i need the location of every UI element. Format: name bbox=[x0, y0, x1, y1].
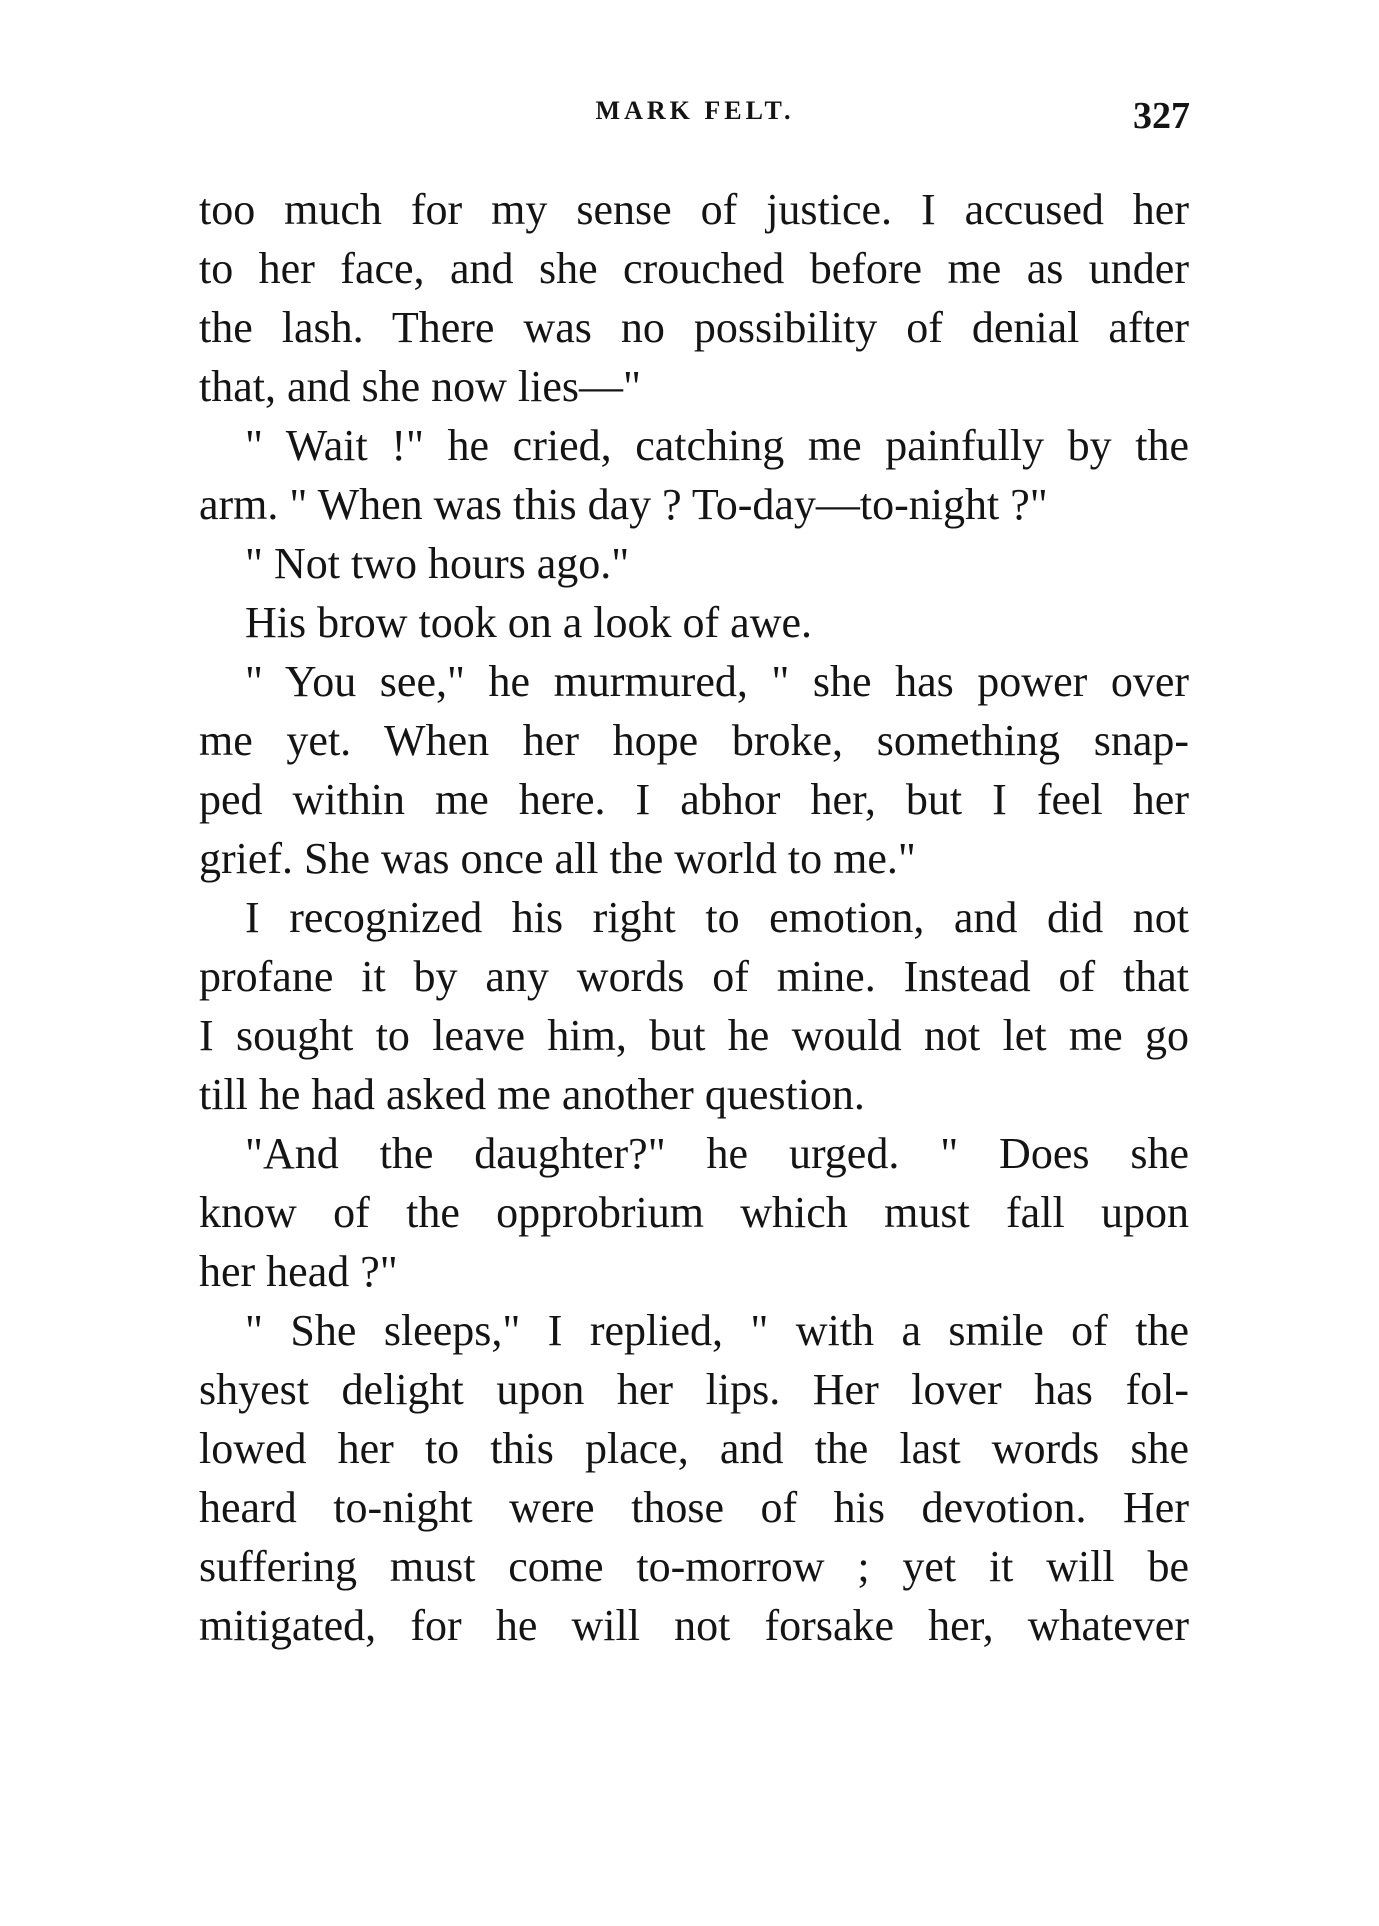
running-head bbox=[200, 96, 1190, 136]
text-line: suffering must come to-morrow ; yet it will be bbox=[199, 1542, 1189, 1591]
text-line: the lash. There was no possibility of denial after bbox=[199, 303, 1189, 352]
text-line: " Not two hours ago." bbox=[245, 539, 630, 588]
text-line: me yet. When her hope broke, something snap- bbox=[199, 716, 1189, 765]
text-line: I sought to leave him, but he would not let me go bbox=[199, 1011, 1189, 1060]
text-line: heard to-night were those of his devotion. Her bbox=[199, 1483, 1189, 1532]
text-line: " Wait !" he cried, catching me painfully by the bbox=[245, 421, 1189, 470]
text-line: till he had asked me another question. bbox=[199, 1070, 865, 1119]
text-line: ped within me here. I abhor her, but I feel her bbox=[199, 775, 1189, 824]
text-line: that, and she now lies—" bbox=[199, 362, 641, 411]
body-text bbox=[199, 180, 1189, 1655]
text-line: her head ?" bbox=[199, 1247, 398, 1296]
text-line: "And the daughter?" he urged. " Does she bbox=[245, 1129, 1189, 1178]
text-line: know of the opprobrium which must fall upon bbox=[199, 1188, 1189, 1237]
page-number: 327 bbox=[1133, 95, 1190, 137]
text-line: " She sleeps," I replied, " with a smile of the bbox=[245, 1306, 1189, 1355]
text-line: I recognized his right to emotion, and did not bbox=[245, 893, 1189, 942]
text-line: " You see," he murmured, " she has power over bbox=[245, 657, 1189, 706]
text-line: shyest delight upon her lips. Her lover has fol- bbox=[199, 1365, 1189, 1414]
text-line: arm. " When was this day ? To-day—to-night ?" bbox=[199, 480, 1048, 529]
running-title: MARK FELT. bbox=[595, 96, 795, 125]
text-line: His brow took on a look of awe. bbox=[245, 598, 813, 647]
text-line: mitigated, for he will not forsake her, whatever bbox=[199, 1601, 1189, 1650]
text-line: profane it by any words of mine. Instead of that bbox=[199, 952, 1189, 1001]
text-line: grief. She was once all the world to me." bbox=[199, 834, 916, 883]
text-line: to her face, and she crouched before me as under bbox=[199, 244, 1189, 293]
text-line: lowed her to this place, and the last words she bbox=[199, 1424, 1189, 1473]
text-line: too much for my sense of justice. I accused her bbox=[199, 185, 1189, 234]
